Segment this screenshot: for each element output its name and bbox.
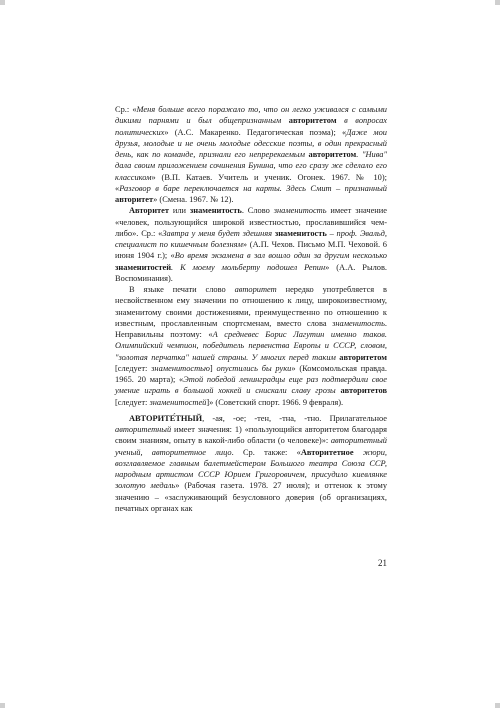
text-run: » (Рабочая газета. 1978. 27 июля); и оттенок к этому значению – «заслуживающий безусловного доверия (об организациях, печатных органах как	[115, 481, 388, 513]
bold-term: Авторитетное	[300, 447, 354, 457]
text-run: нередко употребляется в несвойственном ему значении по отношению к лицу, широкоизвестному, знаменитому своими достижениями, преимущественно по отношению к известным, прославленным спортсменам, вместо слова	[115, 285, 387, 328]
italic-quote: знаменитость	[332, 318, 385, 328]
bold-term: авторитетов	[340, 386, 387, 396]
italic-quote: . "Нива" дала своим приложением сочинения Бунина, что его сразу же сделало его классиком	[115, 150, 387, 182]
bold-term: знаменитость	[189, 206, 242, 216]
text-run: [следует:	[115, 397, 150, 407]
paragraph	[115, 104, 387, 205]
italic-quote: Меня больше всего поражало то, что он легко уживался с самыми дикими парнями и был общепризнанным	[115, 105, 387, 126]
text-run: или	[168, 206, 190, 216]
italic-quote: – проф. Эвальд, специалист по кишечным болезням	[115, 228, 387, 249]
italic-quote: авторитет	[234, 285, 277, 294]
scan-corner-mark	[0, 0, 5, 5]
bold-term: авторитетом	[308, 150, 357, 159]
italic-quote: Даже мои друзья, молодые и не очень молодые одесские поэты, в один прекрасный день, как по команде, признали его непререкаемым	[115, 127, 387, 159]
text-run: . Слово	[241, 206, 274, 216]
page-number: 21	[378, 558, 387, 568]
italic-quote: Разговор в баре переключается на карты. Здесь Смит – признанный	[119, 183, 387, 193]
italic-quote: опустились бы руки	[216, 363, 292, 373]
text-run: ]	[209, 363, 217, 373]
bold-term: авторитет	[115, 195, 154, 204]
paragraph	[115, 205, 387, 284]
italic-quote: авторитетный	[115, 425, 172, 434]
italic-quote: в вопросах политических	[115, 116, 387, 137]
italic-quote: знаменитостью	[151, 363, 210, 373]
italic-quote: авторитетный ученый, авторитетное лицо	[115, 436, 387, 457]
text-run: , -ая, -ое; -тен, -тна, -тно. Прилагательное	[202, 413, 387, 423]
italic-quote: Завтра у меня будет здешняя	[162, 228, 275, 238]
italic-quote: знаменитостей	[149, 397, 207, 407]
text-run: [следует:	[115, 363, 152, 373]
text-run: » (А.С. Макаренко. Педагогическая поэма); «	[164, 127, 347, 137]
italic-quote: Этой победой ленинградцы еще раз подтвердили свое умение играть в большой хоккей и снискали славу грозы	[115, 375, 387, 396]
text-run: . Неправильны поэтому: «	[115, 318, 387, 339]
bold-term: авторитетом	[288, 116, 337, 126]
bold-term: Авторитет	[129, 206, 169, 216]
text-run: имеет значение «человек, пользующийся широкой известностью, прославившийся чем-либо». Ср.: «	[115, 206, 387, 238]
page-text	[115, 104, 387, 514]
scan-corner-mark	[495, 703, 500, 708]
text-run: » (А.П. Чехов. Письмо М.П. Чеховой. 6 июня 1904 г.); «	[115, 240, 387, 261]
italic-quote: жюри, возглавляемое главным балетмейстером Большого театра Союза ССР, народным артистом СССР Юрием Григоровичем, присудило киевлянке золотую медаль	[115, 447, 387, 491]
italic-quote: А средневес Борис Лагутин именно таков. Олимпийский чемпион, победитель первенства Европы и СССР, словом, "золотая перчатка" нашей страны. У многих перед таким	[115, 330, 387, 362]
text-run: » (Комсомольская правда. 1965. 20 марта); «	[115, 363, 387, 384]
italic-quote: знаменитость	[273, 206, 327, 216]
paragraph	[115, 284, 387, 408]
text-run: В языке печати слово	[129, 285, 235, 294]
text-run: . Ср. также: «	[231, 447, 301, 457]
text-run: » (А.А. Рылов. Воспоминания).	[115, 262, 387, 283]
bold-term: знаменитость	[274, 228, 327, 238]
scan-corner-mark	[495, 0, 500, 5]
scan-corner-mark	[0, 703, 5, 708]
text-run: ]» (Советский спорт. 1966. 9 февраля).	[206, 397, 344, 407]
text-run: имеет значения: 1) «пользующийся авторитетом благодаря своим знаниям, опыту в какой-либо области (о человеке)»:	[115, 425, 387, 446]
text-run: Ср.: «	[115, 105, 137, 114]
bold-term: АВТОРИТЕ́ТНЫЙ	[129, 413, 203, 423]
dictionary-entry-paragraph	[115, 413, 387, 514]
text-run: » (В.П. Катаев. Учитель и ученик. Огонек. 1967. № 10); «	[115, 172, 387, 193]
italic-quote: . К моему мольберту подошел Репин	[171, 262, 326, 272]
bold-term: авторитетом	[339, 352, 387, 362]
italic-quote: Во время экзамена в зал вошло один за другим несколько	[174, 251, 387, 261]
bold-term: знаменитостей	[115, 262, 172, 272]
text-run: » (Смена. 1967. № 12).	[153, 195, 234, 204]
